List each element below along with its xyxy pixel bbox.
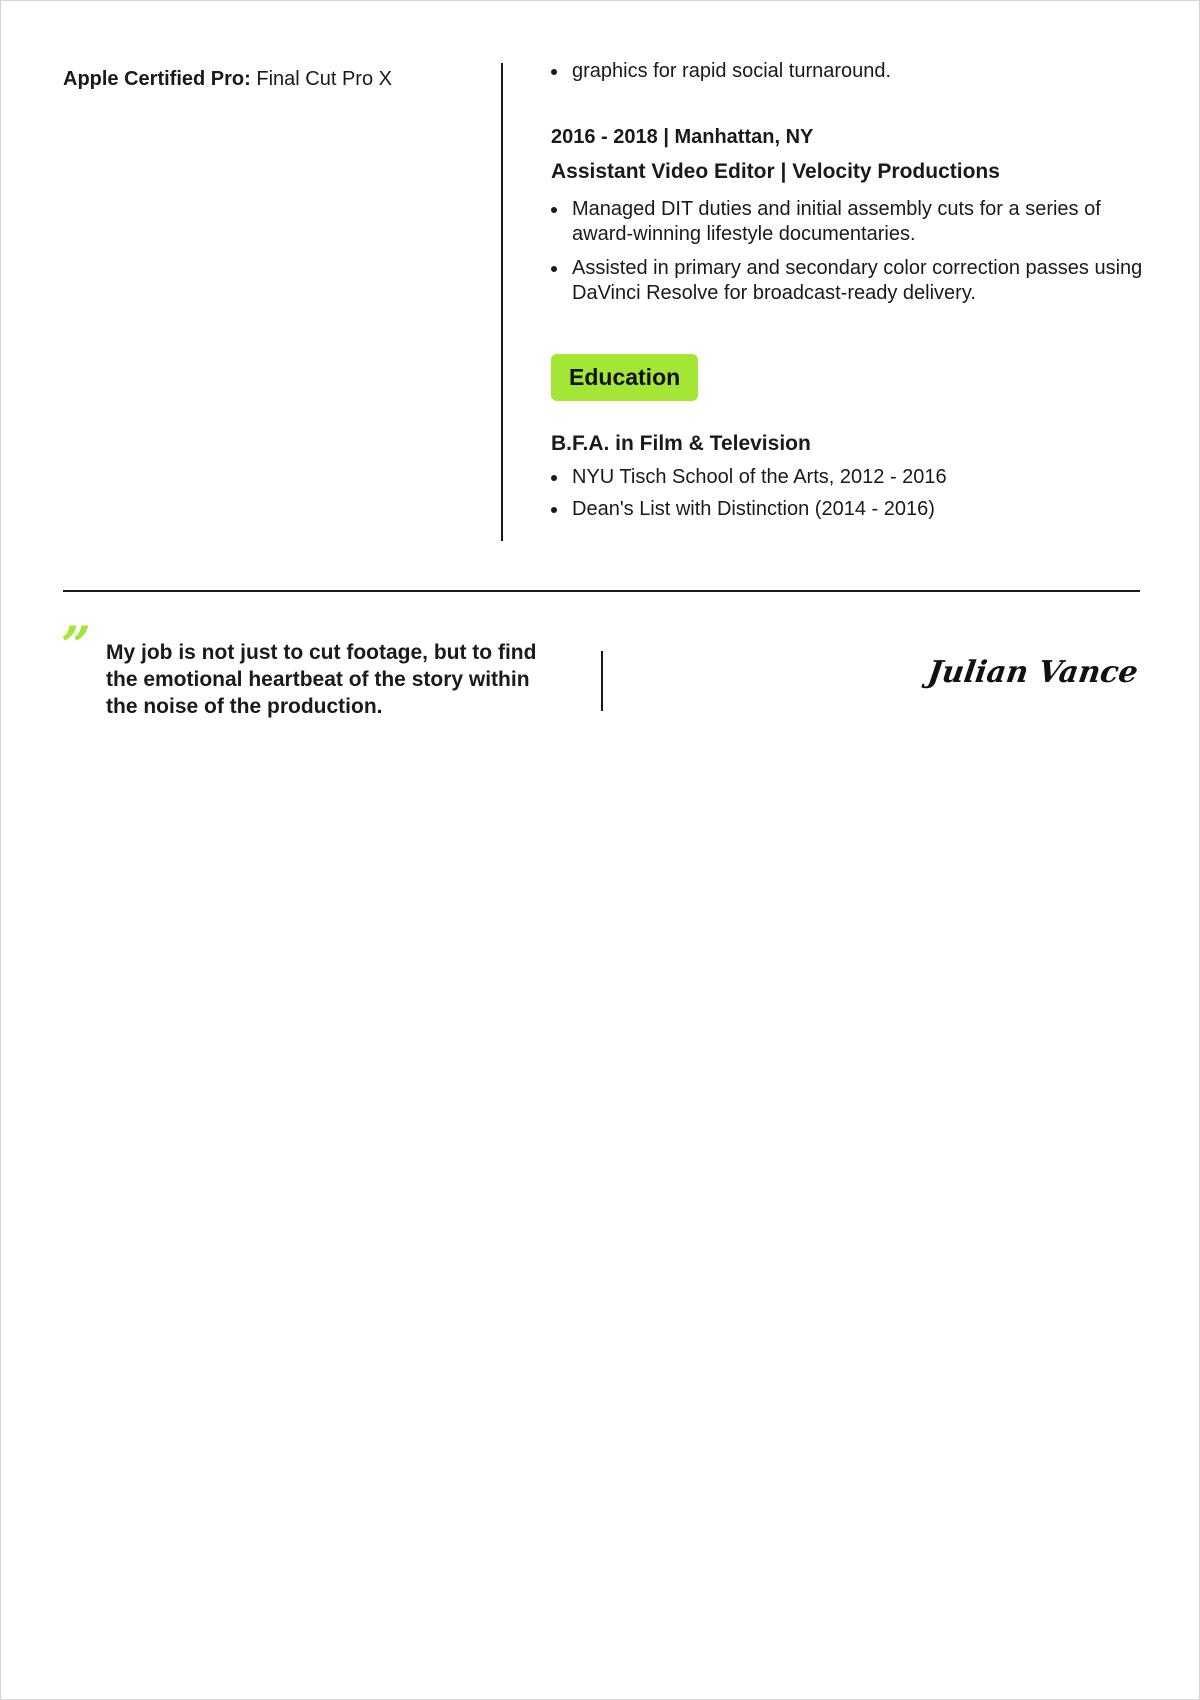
right-column — [551, 59, 1151, 522]
section-divider — [63, 590, 1140, 592]
footer-divider — [601, 651, 603, 711]
education-heading: Education — [551, 354, 698, 401]
quote-mark-icon: ” — [61, 616, 91, 677]
certification-line — [63, 65, 392, 93]
list-item: Managed DIT duties and initial assembly cuts for a series of award-winning lifestyle documentaries. — [551, 197, 1151, 247]
certification-label: Apple Certified Pro: — [63, 68, 251, 90]
list-item: Assisted in primary and secondary color correction passes using DaVinci Resolve for broadcast-ready delivery. — [551, 256, 1151, 306]
continued-bullet-list — [551, 59, 1151, 84]
column-divider — [501, 63, 503, 541]
list-item: graphics for rapid social turnaround. — [551, 59, 1151, 84]
list-item: NYU Tisch School of the Arts, 2012 - 2016 — [551, 465, 1151, 490]
job-date-location: 2016 - 2018 | Manhattan, NY — [551, 126, 814, 148]
degree-title: B.F.A. in Film & Television — [551, 432, 811, 455]
job-bullet-list — [551, 197, 1151, 306]
quote-text: My job is not just to cut footage, but to find the emotional heartbeat of the story within the noise of the production. — [106, 641, 537, 718]
list-item: Dean's List with Distinction (2014 - 2016) — [551, 497, 1151, 522]
job-entry — [551, 124, 1151, 306]
job-title: Assistant Video Editor | Velocity Productions — [551, 160, 1000, 183]
signature: Julian Vance — [925, 655, 1141, 690]
certification-value: Final Cut Pro X — [256, 68, 392, 90]
education-bullet-list — [551, 465, 1151, 522]
